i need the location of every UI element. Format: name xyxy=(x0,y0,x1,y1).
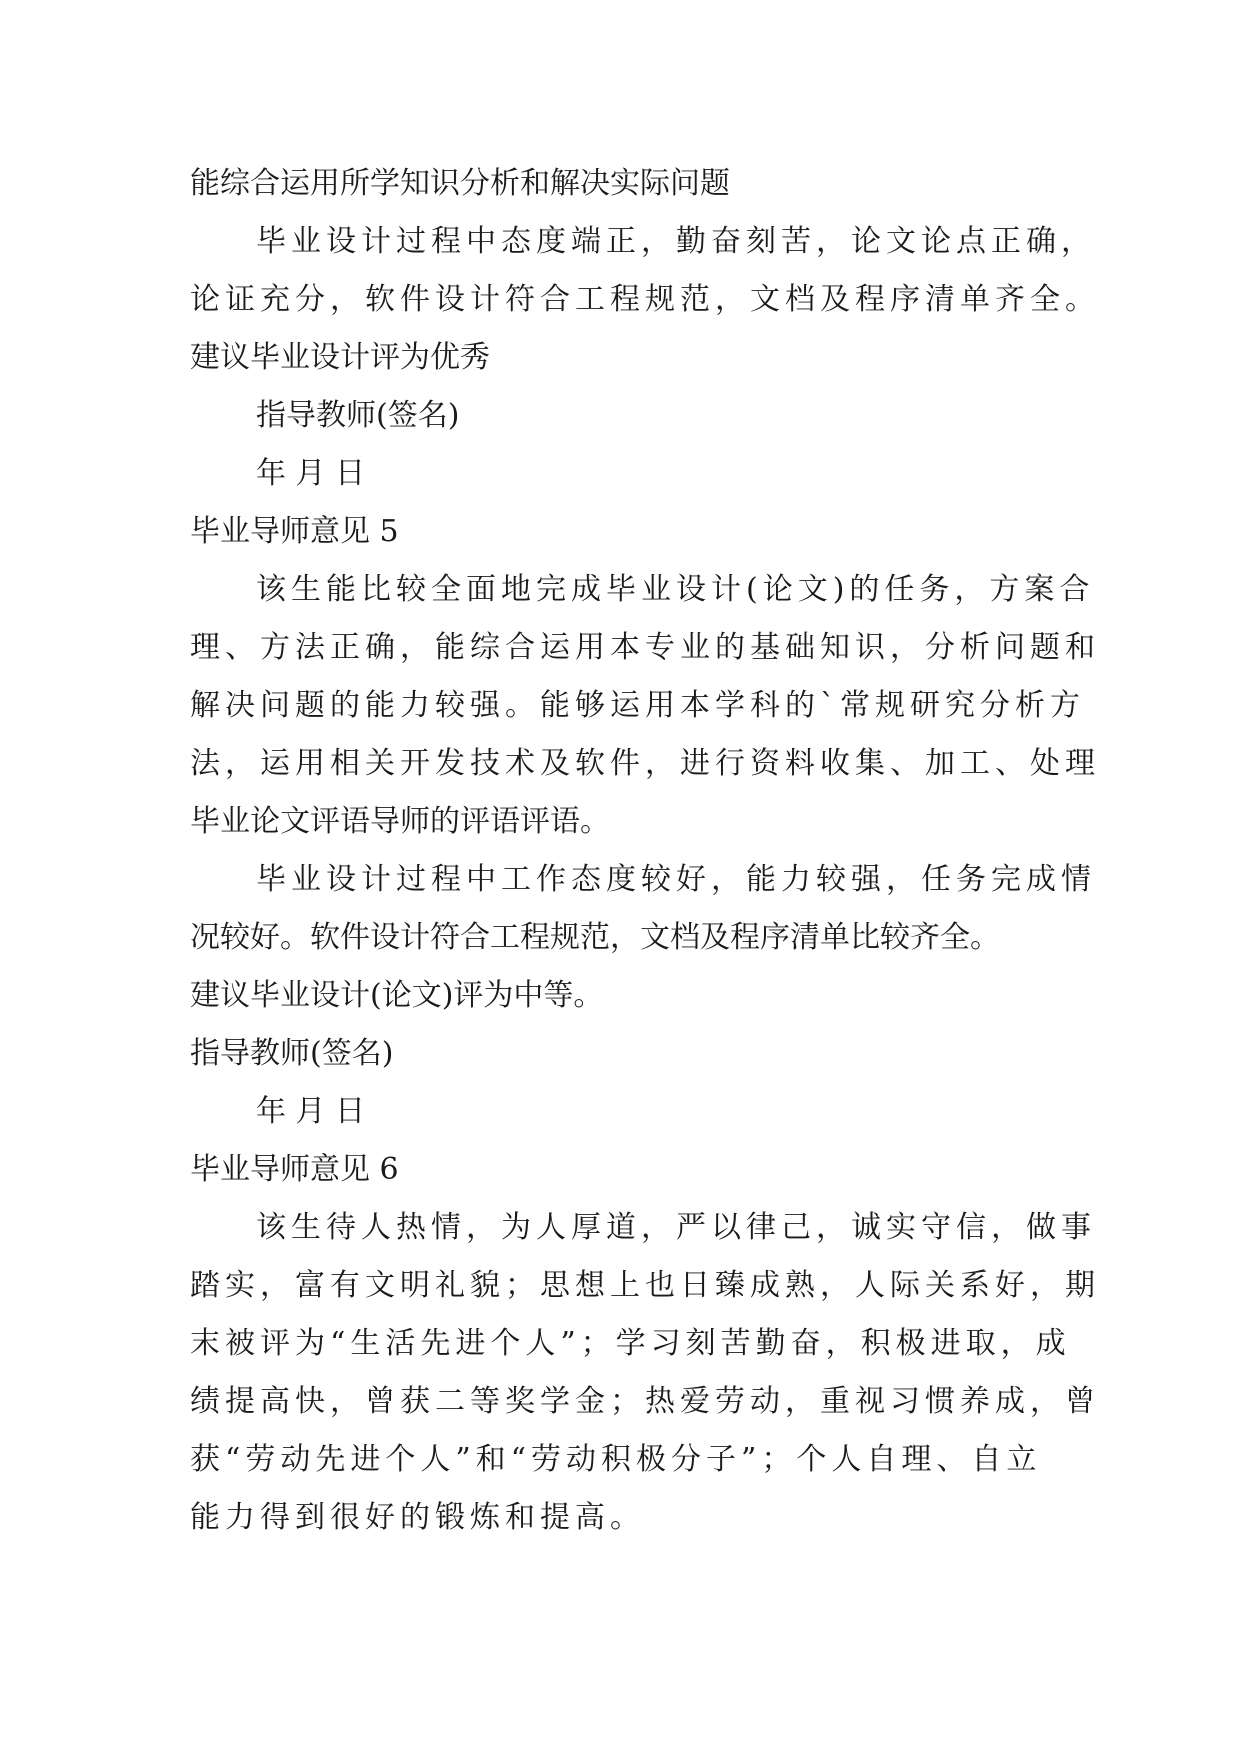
date-line: 年 月 日 xyxy=(256,456,366,491)
paragraph-line: 解决问题的能力较强。能够运用本学科的`常规研究分析方 xyxy=(190,688,1085,723)
paragraph-line: 能力得到很好的锻炼和提高。 xyxy=(190,1500,645,1535)
paragraph-line: 获“劳动先进个人”和“劳动积极分子”；个人自理、自立 xyxy=(190,1442,1042,1477)
paragraph-line: 法，运用相关开发技术及软件，进行资料收集、加工、处理 xyxy=(190,746,1100,781)
paragraph-line: 该生能比较全面地完成毕业设计(论文)的任务，方案合 xyxy=(256,572,1095,607)
paragraph-line: 况较好。软件设计符合工程规范，文档及程序清单比较齐全。 xyxy=(190,920,1000,955)
paragraph-line: 建议毕业设计评为优秀 xyxy=(190,340,490,375)
date-line: 年 月 日 xyxy=(256,1094,366,1129)
signature-label: 指导教师(签名) xyxy=(190,1036,394,1071)
paragraph-line: 踏实，富有文明礼貌；思想上也日臻成熟，人际关系好，期 xyxy=(190,1268,1100,1303)
paragraph-line: 末被评为“生活先进个人”；学习刻苦勤奋，积极进取，成 xyxy=(190,1326,1071,1361)
text-line: 能综合运用所学知识分析和解决实际问题 xyxy=(190,166,730,201)
paragraph-line: 毕业设计过程中态度端正，勤奋刻苦，论文论点正确， xyxy=(256,224,1096,259)
paragraph-line: 毕业论文评语导师的评语评语。 xyxy=(190,804,610,839)
paragraph-line: 论证充分，软件设计符合工程规范，文档及程序清单齐全。 xyxy=(190,282,1100,317)
section-heading: 毕业导师意见 5 xyxy=(190,514,399,549)
paragraph-line: 该生待人热情，为人厚道，严以律己，诚实守信，做事 xyxy=(256,1210,1096,1245)
paragraph-line: 建议毕业设计(论文)评为中等。 xyxy=(190,978,604,1013)
paragraph-line: 绩提高快，曾获二等奖学金；热爱劳动，重视习惯养成，曾 xyxy=(190,1384,1100,1419)
section-heading: 毕业导师意见 6 xyxy=(190,1152,399,1187)
paragraph-line: 理、方法正确，能综合运用本专业的基础知识，分析问题和 xyxy=(190,630,1100,665)
signature-label: 指导教师(签名) xyxy=(256,398,460,433)
paragraph-line: 毕业设计过程中工作态度较好，能力较强，任务完成情 xyxy=(256,862,1096,897)
